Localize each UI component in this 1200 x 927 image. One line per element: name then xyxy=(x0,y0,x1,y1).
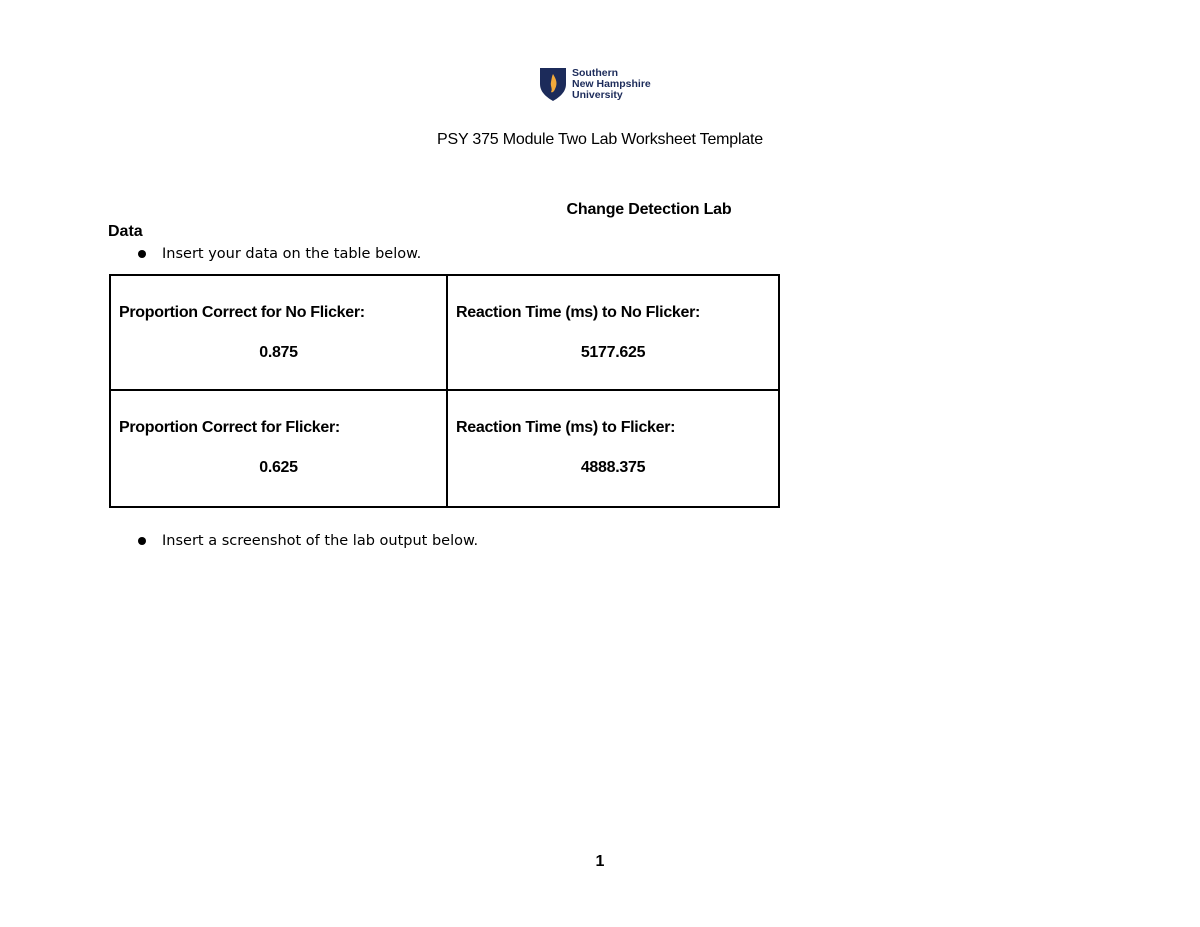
cell-label: Proportion Correct for Flicker: xyxy=(119,419,340,436)
document-title: PSY 375 Module Two Lab Worksheet Template xyxy=(437,131,763,148)
cell-value: 0.875 xyxy=(259,344,298,361)
cell-label: Reaction Time (ms) to No Flicker: xyxy=(456,304,701,321)
lab-title: Change Detection Lab xyxy=(566,201,732,218)
cell-value: 4888.375 xyxy=(580,459,646,476)
instruction-text: Insert a screenshot of the lab output below. xyxy=(162,533,479,549)
table-cell-prop-no-flicker xyxy=(111,276,448,391)
table-cell-prop-flicker xyxy=(111,391,448,506)
cell-value: 5177.625 xyxy=(580,344,646,361)
bullet-dot xyxy=(138,537,146,545)
logo-line-2: New Hampshire xyxy=(572,77,651,90)
data-table xyxy=(109,274,780,508)
cell-value: 0.625 xyxy=(259,459,298,476)
logo-line-3: University xyxy=(572,88,623,101)
table-cell-rt-no-flicker xyxy=(448,276,778,391)
logo-line-1: Southern xyxy=(572,66,619,79)
cell-label: Reaction Time (ms) to Flicker: xyxy=(456,419,676,436)
instruction-bullet xyxy=(138,246,421,262)
logo-wordmark xyxy=(572,68,651,101)
shield-flame-icon xyxy=(538,66,568,102)
instruction-bullet xyxy=(138,533,478,549)
cell-label: Proportion Correct for No Flicker: xyxy=(119,304,365,321)
section-heading-data: Data xyxy=(108,223,143,240)
instruction-text: Insert your data on the table below. xyxy=(162,246,422,262)
page-number: 1 xyxy=(595,853,605,870)
university-logo xyxy=(538,64,678,104)
table-cell-rt-flicker xyxy=(448,391,778,506)
bullet-dot xyxy=(138,250,146,258)
